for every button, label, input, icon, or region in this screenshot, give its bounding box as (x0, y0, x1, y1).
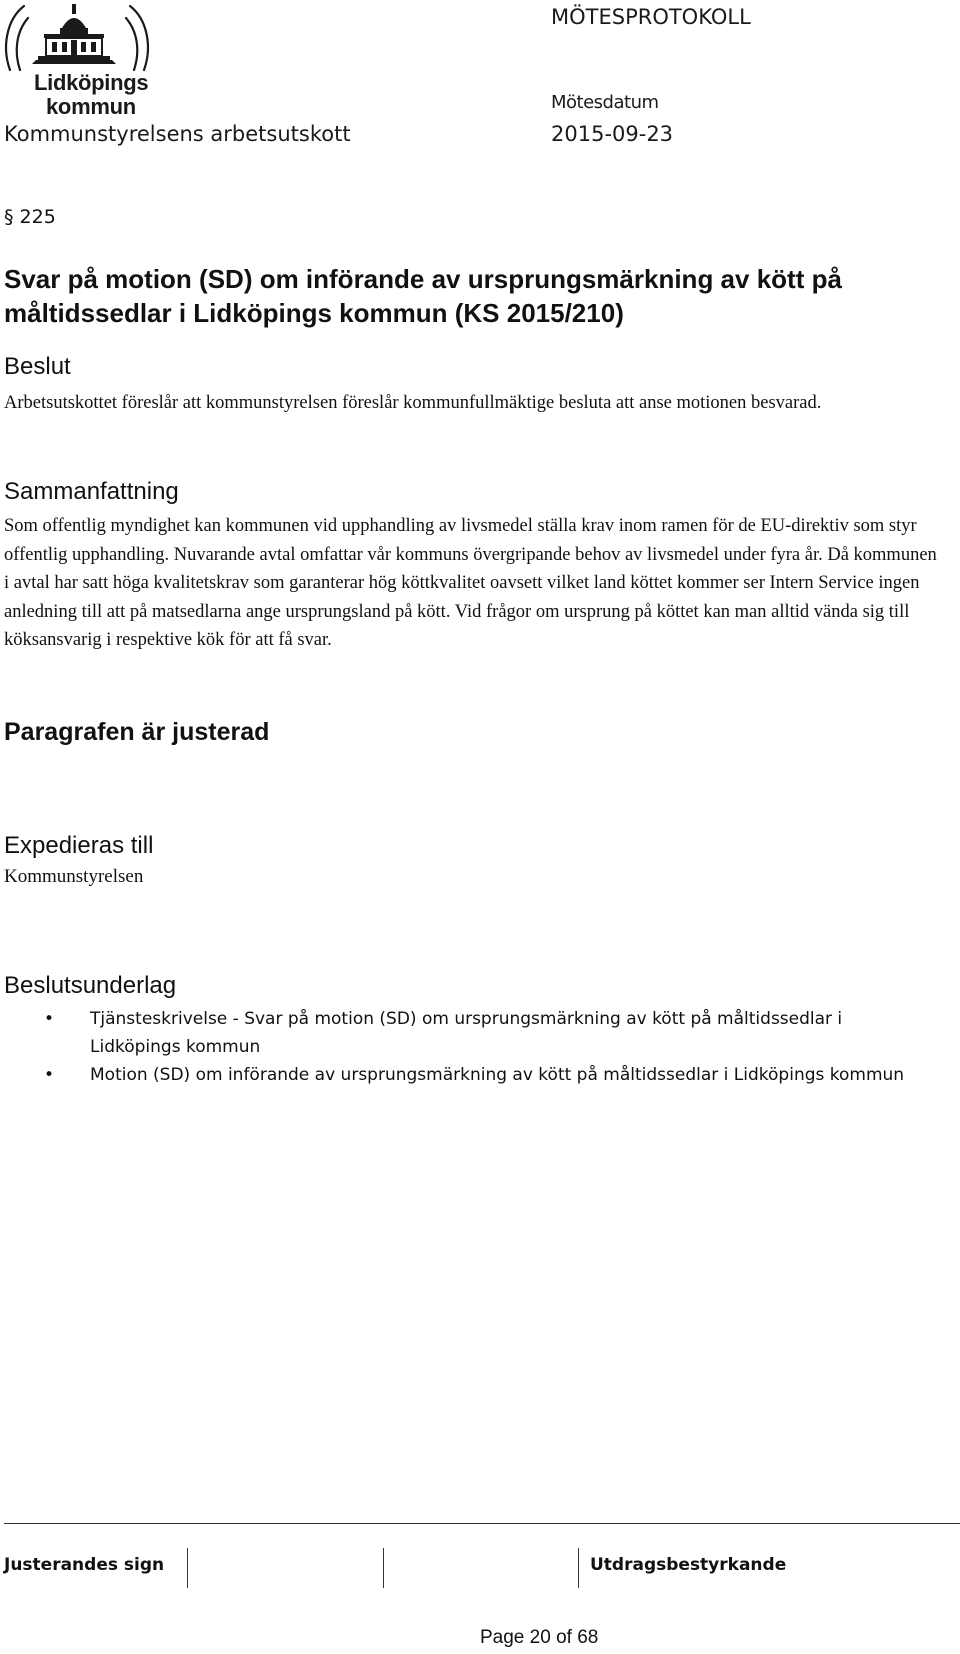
beslut-heading: Beslut (4, 353, 71, 380)
sammanfattning-heading: Sammanfattning (4, 478, 179, 505)
beslutsunderlag-heading: Beslutsunderlag (4, 972, 177, 999)
signature-box-divider (187, 1548, 188, 1588)
committee-name: Kommunstyrelsens arbetsutskott (4, 122, 351, 146)
justerandes-sign-label: Justerandes sign (4, 1555, 165, 1575)
beslutsunderlag-list (44, 1006, 924, 1091)
list-item-text: Motion (SD) om införande av ursprungsmärkning av kött på måltidssedlar i Lidköpings kommun (90, 1065, 905, 1085)
expedieras-heading: Expedieras till (4, 832, 154, 859)
paragraph-number: § 225 (4, 206, 56, 228)
list-item (44, 1062, 924, 1090)
page-number: Page 20 of 68 (480, 1627, 599, 1648)
meeting-date-label: Mötesdatum (551, 92, 659, 113)
signature-box-divider (578, 1548, 579, 1588)
list-item (44, 1006, 924, 1061)
bullet-icon: • (44, 1065, 55, 1085)
town-hall-crest-icon (2, 0, 152, 72)
meeting-date: 2015-09-23 (551, 122, 674, 146)
signature-box-divider (383, 1548, 384, 1588)
sammanfattning-text: Som offentlig myndighet kan kommunen vid upphandling av livsmedel ställa krav inom ramen för de EU-direktiv som styr offentlig upphandling. Nuvarande avtal omfattar vår kommuns övergripande behov av livsmedel under fyra år. Då kommunen i avtal har satt höga kvalitetskrav som garanterar hög köttkvalitet oavsett vilket land köttet kommer ser Intern Service ingen anledning till att på matsedlarna ange ursprungsland på kött. Vid frågor om ursprung på köttet kan man alltid vända sig till köksansvarig i respektive kök för att få svar. (4, 516, 937, 650)
logo-text-kommun: kommun (46, 94, 136, 119)
justerad-statement: Paragrafen är justerad (4, 718, 270, 746)
beslut-text: Arbetsutskottet föreslår att kommunstyrelsen föreslår kommunfullmäktige besluta att anse motionen besvarad. (4, 393, 822, 413)
bullet-icon: • (44, 1009, 55, 1029)
item-title: Svar på motion (SD) om införande av ursprungsmärkning av kött på måltidssedlar i Lidköpings kommun (KS 2015/210) (4, 264, 842, 328)
utdragsbestyrkande-label: Utdragsbestyrkande (590, 1555, 787, 1575)
logo-text-lidkopings: Lidköpings (34, 70, 149, 95)
footer-divider (4, 1523, 960, 1524)
expedieras-recipient: Kommunstyrelsen (4, 866, 144, 887)
document-type: MÖTESPROTOKOLL (551, 5, 751, 29)
list-item-text: Tjänsteskrivelse - Svar på motion (SD) om ursprungsmärkning av kött på måltidssedlar i Lidköpings kommun (90, 1009, 843, 1057)
